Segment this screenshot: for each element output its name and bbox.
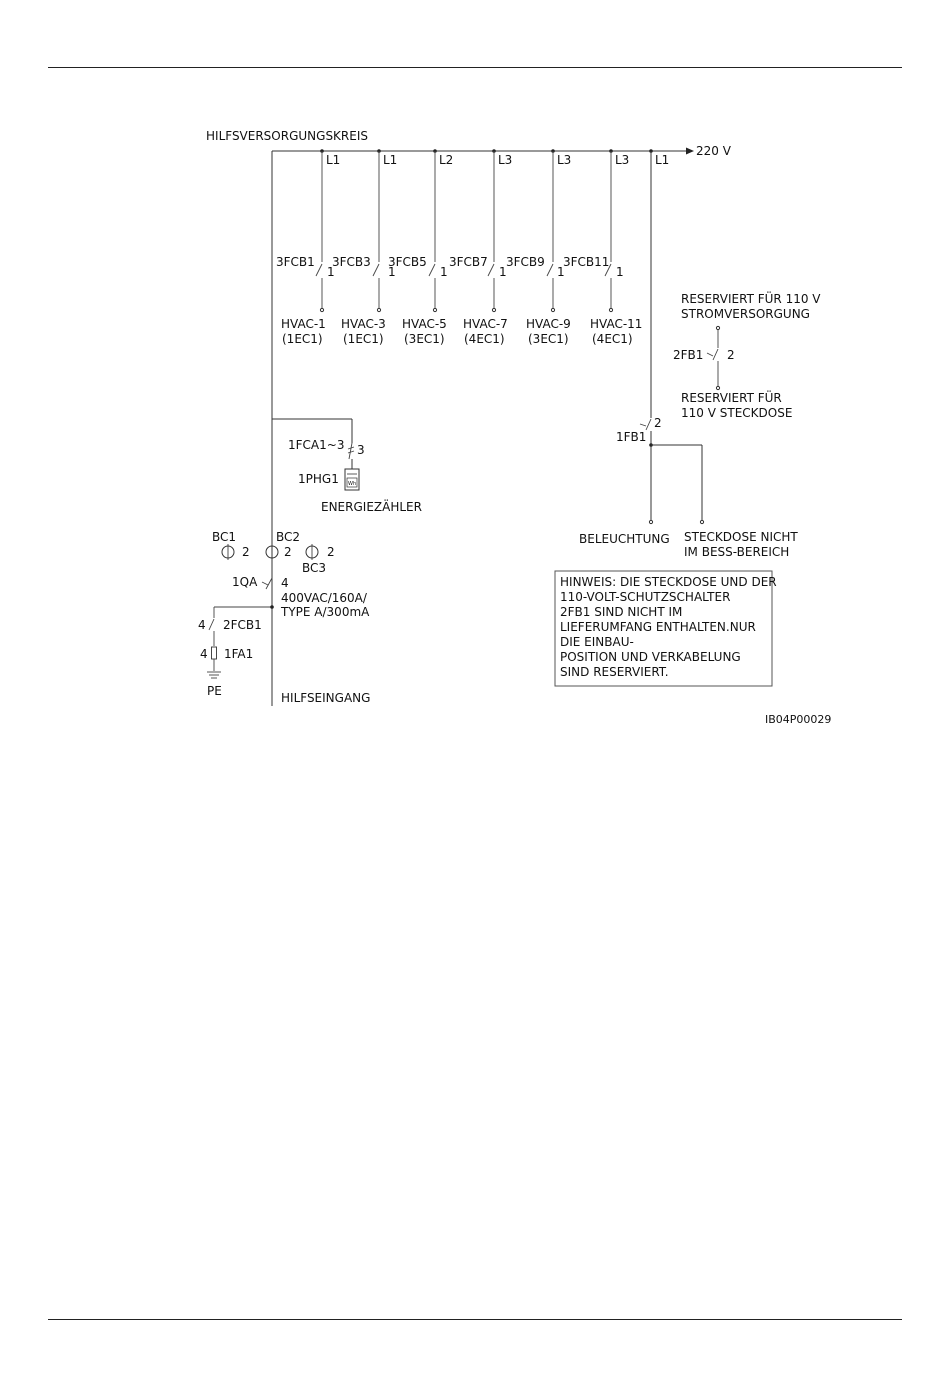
breaker-poles: 1	[616, 265, 624, 279]
load-label: HVAC-5	[402, 317, 447, 331]
meter-caption: ENERGIEZÄHLER	[321, 500, 422, 514]
voltage-label: 220 V	[696, 144, 731, 158]
breaker-poles: 1	[557, 265, 565, 279]
spd-branch	[198, 605, 274, 698]
earth-label: PE	[207, 684, 222, 698]
terminal	[649, 520, 652, 523]
breaker-label: 3FCB9	[506, 255, 545, 269]
phase-label: L3	[615, 153, 630, 167]
reserve-breaker-label: 2FB1	[673, 348, 704, 362]
breaker-symbol	[707, 353, 713, 356]
meter-branch	[272, 419, 422, 514]
ct-poles: 2	[242, 545, 250, 559]
breaker-poles: 1	[440, 265, 448, 279]
breaker-symbol	[640, 424, 646, 426]
bay-label: (3EC1)	[528, 332, 569, 346]
phase-label: L1	[383, 153, 398, 167]
reserve-label: RESERVIERT FÜR	[681, 391, 782, 405]
load-label: HVAC-11	[590, 317, 643, 331]
reserve-label: 110 V STECKDOSE	[681, 406, 793, 420]
lighting-label: BELEUCHTUNG	[579, 532, 670, 546]
socket-label: STECKDOSE NICHT	[684, 530, 798, 544]
breaker-symbol	[713, 349, 718, 360]
earth-icon	[207, 672, 221, 678]
note-line: SIND RESERVIERT.	[560, 665, 669, 679]
fb1-label: 1FB1	[616, 430, 647, 444]
terminal	[377, 308, 380, 311]
main-breaker-rating: TYPE A/300mA	[281, 605, 370, 619]
spd-poles: 4	[200, 647, 208, 661]
terminal	[320, 308, 323, 311]
meter-label: 1PHG1	[298, 472, 339, 486]
fuse-symbol	[348, 451, 354, 453]
breaker-symbol	[646, 419, 651, 430]
phase-label: L3	[557, 153, 572, 167]
note-line: HINWEIS: DIE STECKDOSE UND DER	[560, 575, 777, 589]
note-line: DIE EINBAU-	[560, 635, 634, 649]
breaker-label: 3FCB7	[449, 255, 488, 269]
note-line: 2FB1 SIND NICHT IM	[560, 605, 683, 619]
breaker-poles: 1	[327, 265, 335, 279]
terminal	[700, 520, 703, 523]
main-breaker-poles: 4	[281, 576, 289, 590]
load-label: HVAC-9	[526, 317, 571, 331]
meter-glyph: Wh	[348, 481, 357, 487]
breaker-poles: 1	[499, 265, 507, 279]
terminal	[716, 326, 719, 329]
fuse-poles: 3	[357, 443, 365, 457]
note-line: POSITION UND VERKABELUNG	[560, 650, 741, 664]
breaker-symbol	[316, 264, 322, 276]
spd-breaker-poles: 4	[198, 618, 206, 632]
load-label: HVAC-3	[341, 317, 386, 331]
bay-label: (1EC1)	[343, 332, 384, 346]
ct-poles: 2	[327, 545, 335, 559]
bay-label: (4EC1)	[464, 332, 505, 346]
note-line: 110-VOLT-SCHUTZSCHALTER	[560, 590, 731, 604]
terminal	[433, 308, 436, 311]
breaker-label: 3FCB3	[332, 255, 371, 269]
terminal	[551, 308, 554, 311]
note-line: LIEFERUMFANG ENTHALTEN.NUR	[560, 620, 756, 634]
load-label: HVAC-7	[463, 317, 508, 331]
breaker-symbol	[373, 264, 379, 276]
bay-label: (3EC1)	[404, 332, 445, 346]
reserve-label: STROMVERSORGUNG	[681, 307, 810, 321]
breaker-label: 3FCB11	[563, 255, 610, 269]
ct-label: BC3	[302, 561, 327, 575]
junction	[270, 605, 274, 609]
energy-meter-icon	[345, 469, 359, 490]
terminal	[492, 308, 495, 311]
breaker-symbol	[429, 264, 435, 276]
reserve-breaker-poles: 2	[727, 348, 735, 362]
phase-taps	[320, 149, 669, 167]
breaker-symbol	[209, 619, 214, 630]
reserve-label: RESERVIERT FÜR 110 V	[681, 292, 821, 306]
breaker-label: 3FCB1	[276, 255, 315, 269]
phase-label: L1	[326, 153, 341, 167]
breaker-symbol	[266, 578, 272, 589]
fb1-poles: 2	[654, 416, 662, 430]
phase-label: L3	[498, 153, 513, 167]
phase-label: L2	[439, 153, 454, 167]
main-breaker-rating: 400VAC/160A/	[281, 591, 367, 605]
breaker-symbol	[488, 264, 494, 276]
ct-label: BC1	[212, 530, 237, 544]
breaker-label: 3FCB5	[388, 255, 427, 269]
bay-label: (1EC1)	[282, 332, 323, 346]
ct-label: BC2	[276, 530, 301, 544]
diagram-title: HILFSVERSORGUNGSKREIS	[206, 129, 369, 143]
arrow-head-icon	[686, 148, 694, 155]
figure-id: IB04P00029	[765, 713, 832, 726]
breaker-symbol	[547, 264, 553, 276]
note-box	[555, 571, 777, 686]
terminal	[716, 386, 719, 389]
breaker-poles: 1	[388, 265, 396, 279]
spd-label: 1FA1	[224, 647, 254, 661]
terminal	[609, 308, 612, 311]
breaker-branches	[276, 151, 642, 346]
fuse-label: 1FCA1~3	[288, 438, 345, 452]
aux-input-label: HILFSEINGANG	[281, 691, 371, 705]
reserve-branch	[673, 290, 821, 420]
main-breaker	[232, 575, 370, 619]
main-breaker-label: 1QA	[232, 575, 258, 589]
bay-label: (4EC1)	[592, 332, 633, 346]
current-transformers	[212, 530, 335, 575]
spd-breaker-label: 2FCB1	[223, 618, 262, 632]
phase-label: L1	[655, 153, 670, 167]
breaker-symbol	[262, 582, 268, 585]
ct-poles: 2	[284, 545, 292, 559]
socket-label: IM BESS-BEREICH	[684, 545, 790, 559]
surge-arrester-icon	[212, 647, 217, 659]
load-label: HVAC-1	[281, 317, 326, 331]
fuse-symbol	[349, 443, 352, 459]
